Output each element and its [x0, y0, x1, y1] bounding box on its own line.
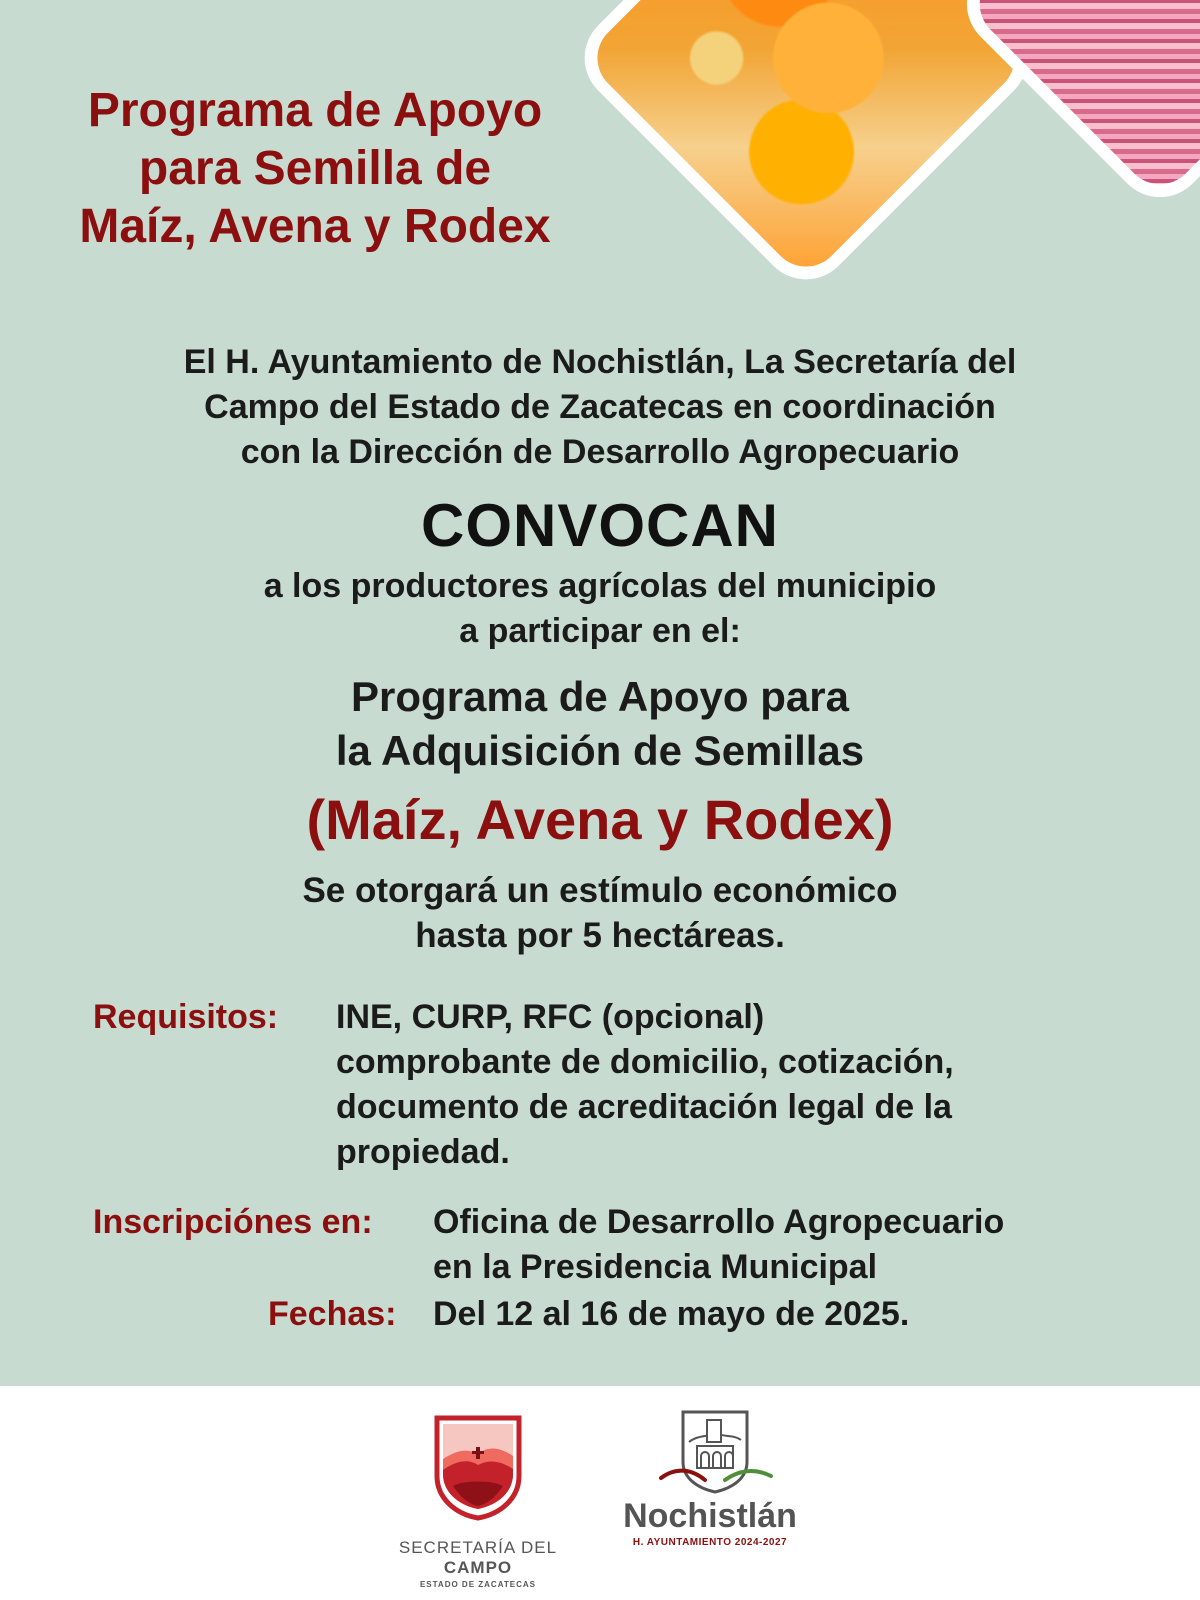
stimulus-paragraph — [0, 868, 1200, 958]
hero-title-line-1: Programa de Apoyo — [87, 84, 543, 137]
intro-line-2: Campo del Estado de Zacatecas en coordinación — [204, 388, 996, 426]
registration-label: Inscripciónes en: — [93, 1203, 373, 1241]
stimulus-line-1: Se otorgará un estímulo económico — [302, 871, 898, 910]
invite-line-2: a participar en el: — [459, 612, 741, 650]
intro-paragraph — [0, 340, 1200, 475]
campo-name-line-2: CAMPO — [443, 1558, 513, 1577]
intro-line-1: El H. Ayuntamiento de Nochistlán, La Secretaría del — [183, 343, 1017, 381]
registration-line: Oficina de Desarrollo Agropecuario — [433, 1203, 1005, 1241]
nochistlan-subtitle: H. AYUNTAMIENTO 2024-2027 — [632, 1537, 788, 1548]
corn-photo — [583, 0, 1030, 281]
requirements-line: INE, CURP, RFC (opcional) — [336, 998, 765, 1036]
campo-name-line-1: SECRETARÍA DEL — [398, 1538, 558, 1557]
stimulus-line-2: hasta por 5 hectáreas. — [415, 916, 785, 955]
secretaria-del-campo-logo — [398, 1414, 558, 1589]
secretaria-del-campo-shield-logo — [433, 1414, 523, 1522]
dates-value: Del 12 al 16 de mayo de 2025. — [433, 1295, 910, 1333]
nochistlan-emblem-logo — [655, 1408, 775, 1496]
convocan-heading: CONVOCAN — [420, 492, 779, 559]
program-name — [0, 670, 1200, 778]
nochistlan-logo — [610, 1408, 810, 1588]
program-line-2: la Adquisición de Semillas — [335, 727, 865, 774]
hero-title-line-3: Maíz, Avena y Rodex — [79, 200, 551, 253]
nochistlan-name: Nochistlán — [623, 1497, 797, 1535]
dates-label: Fechas: — [268, 1295, 397, 1333]
crops-heading: (Maíz, Avena y Rodex) — [306, 788, 894, 851]
invite-paragraph — [0, 564, 1200, 654]
requirements-line: documento de acreditación legal de la — [336, 1088, 952, 1126]
requirements-label: Requisitos: — [93, 998, 279, 1036]
hero-title-line-2: para Semilla de — [138, 142, 492, 195]
registration-location — [433, 1200, 1153, 1290]
requirements-list — [336, 995, 1096, 1175]
secretaria-del-campo-name — [398, 1538, 558, 1578]
intro-line-3: con la Dirección de Desarrollo Agropecuario — [240, 433, 960, 471]
invite-line-1: a los productores agrícolas del municipio — [263, 567, 937, 605]
requirements-line: comprobante de domicilio, cotización, — [336, 1043, 954, 1081]
hero-title — [40, 82, 590, 256]
requirements-line: propiedad. — [336, 1133, 510, 1171]
secretaria-del-campo-subtitle: ESTADO DE ZACATECAS — [419, 1580, 537, 1589]
footer-logos — [0, 1386, 1200, 1600]
program-line-1: Programa de Apoyo para — [351, 673, 849, 720]
registration-line: en la Presidencia Municipal — [433, 1248, 878, 1286]
corn-photo-frame — [566, 0, 1047, 298]
